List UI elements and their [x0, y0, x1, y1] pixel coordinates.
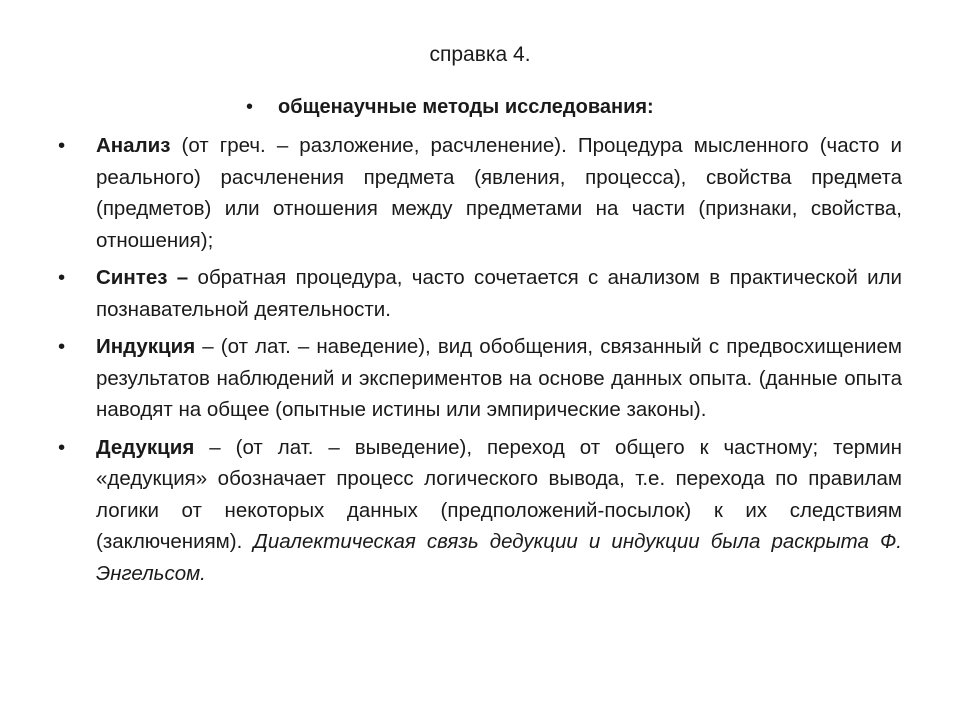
- item-term: Анализ: [96, 134, 171, 157]
- subtitle-row: [246, 94, 654, 120]
- list-item-synthesis: [58, 262, 902, 325]
- subtitle: общенаучные методы исследования:: [278, 96, 654, 118]
- slide-title: справка 4.: [429, 43, 531, 66]
- item-term: Индукция: [96, 335, 196, 358]
- list-item-analysis: [58, 130, 902, 256]
- bullet-icon: •: [246, 96, 254, 118]
- item-term: Дедукция: [96, 435, 195, 459]
- item-text: – (от лат. – наведение), вид обобщения, связанный с предвосхищением результатов наблюдений и экспериментов на основе данных опыта. (данные опыта наводят на общее (опытные истины или эмпирические законы).: [96, 335, 902, 421]
- item-text: обратная процедура, часто сочетается с анализом в практической или познавательной деятельности.: [96, 266, 902, 321]
- item-text: – (от лат. – выведение), переход от общего к частному; термин «дедукция» обозначает процесс логического вывода, т.е. перехода по правилам логики от некоторых данных (предположений-посылок) к их следствиям (заключениям).: [96, 435, 902, 553]
- methods-list: [58, 130, 902, 595]
- item-term: Синтез –: [96, 266, 189, 289]
- list-item-deduction: [58, 432, 902, 590]
- bullet-icon: •: [58, 134, 66, 157]
- bullet-icon: •: [58, 335, 66, 358]
- item-emphasis: Диалектическая связь дедукции и индукции была раскрыта Ф. Энгельсом.: [96, 530, 902, 585]
- list-item-induction: [58, 331, 902, 426]
- bullet-icon: •: [58, 266, 66, 289]
- item-text: (от греч. – разложение, расчленение). Процедура мысленного (часто и реального) расчленения предмета (явления, процесса), свойства предмета (предметов) или отношения между предметами на части (признаки, свойства, отношения);: [96, 134, 902, 252]
- bullet-icon: •: [58, 435, 66, 459]
